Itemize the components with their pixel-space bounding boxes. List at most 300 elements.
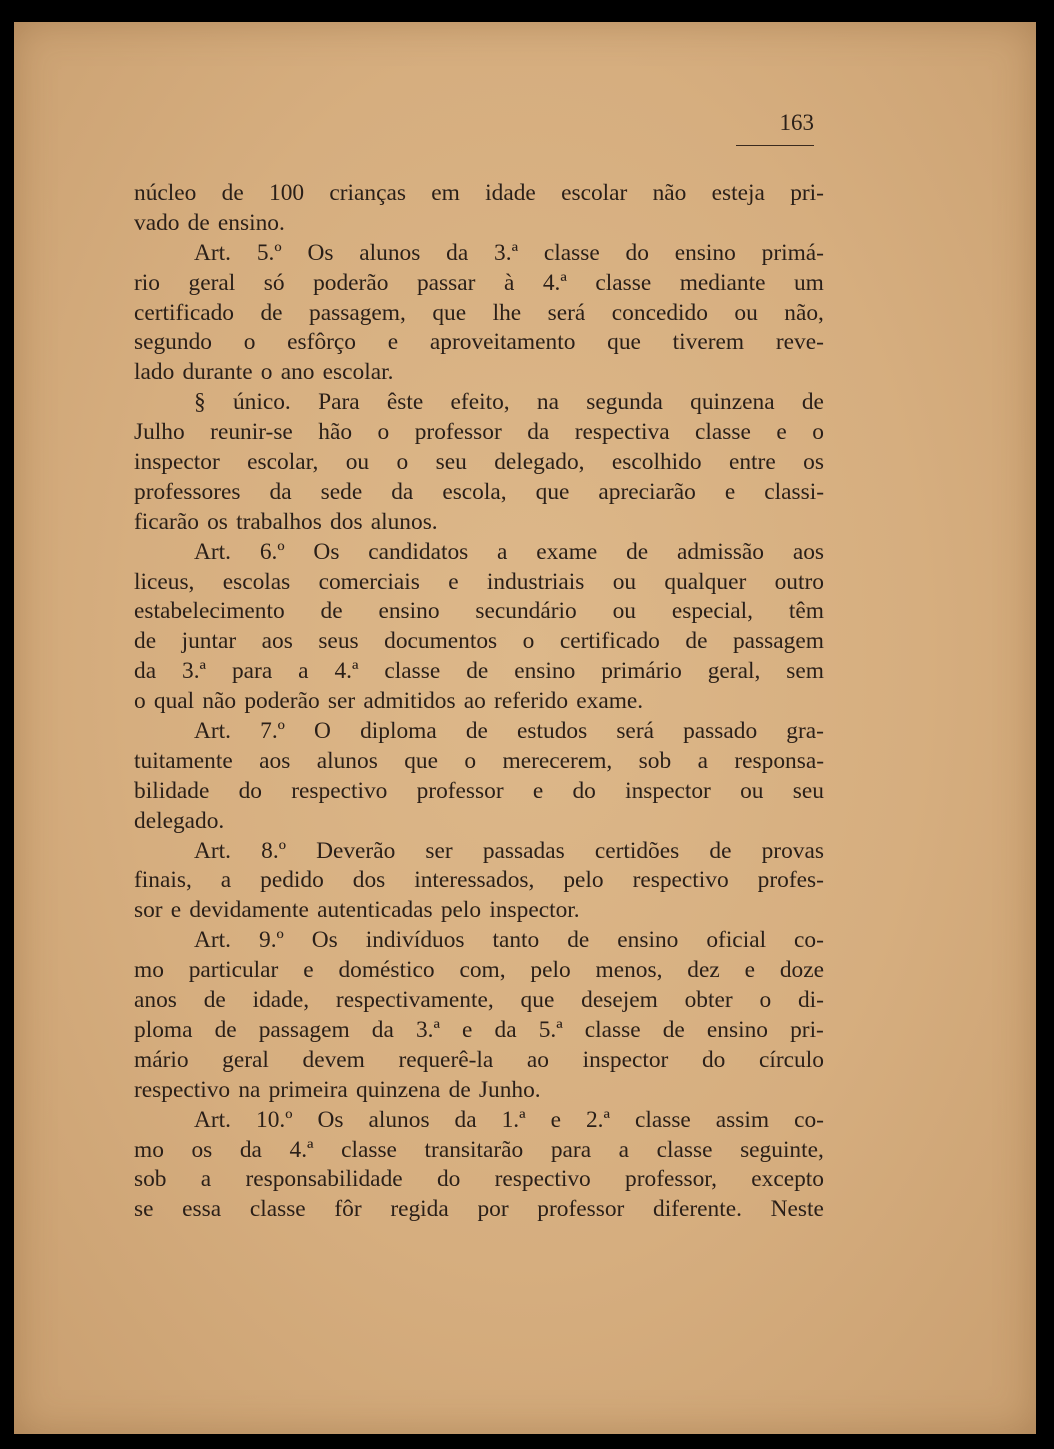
word: a (497, 538, 508, 565)
word: de (466, 658, 489, 685)
word: responsabilidade (245, 1166, 403, 1193)
word: ensino (378, 598, 440, 625)
word: fôr (334, 1196, 362, 1223)
text-line (134, 538, 824, 568)
text-line (134, 388, 824, 418)
word: Os (311, 927, 338, 954)
word: lado (134, 359, 175, 386)
word: ou (734, 299, 758, 326)
word: classe (249, 1196, 306, 1223)
word: têm (788, 598, 824, 625)
word: de (214, 1016, 237, 1043)
word: os (191, 1136, 213, 1163)
word: alunos (359, 239, 421, 266)
word: ou (740, 777, 764, 804)
word: juntar (181, 628, 237, 655)
word: regida (390, 1196, 449, 1223)
word: classe (584, 1016, 641, 1043)
word: inspector (134, 449, 220, 476)
word: poderão (313, 269, 389, 296)
word: Neste (770, 1196, 824, 1223)
word: da (239, 1136, 262, 1163)
word: será (547, 299, 586, 326)
text-line (134, 269, 824, 299)
text-line (134, 657, 824, 687)
word: finais, (134, 867, 192, 894)
word: Junho. (478, 1076, 541, 1103)
word: merecerem, (502, 747, 613, 774)
word: e (170, 897, 182, 924)
word: respectivo (494, 1166, 591, 1193)
word: Os (317, 1106, 344, 1133)
word: da (371, 1016, 394, 1043)
word: profes- (757, 867, 824, 894)
word: sem (786, 658, 824, 685)
word: se (134, 1196, 154, 1223)
word: mo (134, 1136, 164, 1163)
word: de (448, 1076, 471, 1103)
word: ou (612, 598, 636, 625)
word: sob (134, 1166, 167, 1193)
word: do (238, 777, 262, 804)
word: geral, (707, 658, 761, 685)
word: aproveitamento (429, 329, 576, 356)
word: na (238, 1076, 261, 1103)
word: ou (345, 449, 370, 476)
word: ou (612, 568, 637, 595)
text-line (134, 418, 824, 448)
word: menos, (595, 957, 663, 984)
word: secundário (475, 598, 577, 625)
word: interessados, (414, 867, 535, 894)
text-line (134, 837, 824, 867)
word: ensino (514, 658, 576, 685)
word: requerê-la (398, 1046, 494, 1073)
word: escolar. (322, 359, 394, 386)
word: esfôrço (287, 329, 357, 356)
word: passadas (482, 837, 565, 864)
word: de (260, 299, 283, 326)
word: ensino (706, 1016, 768, 1043)
word: classe (341, 1136, 397, 1163)
word: passagem (258, 1016, 350, 1043)
word: classe (634, 1106, 691, 1133)
word: pedido (260, 867, 324, 894)
word: diferente. (653, 1196, 742, 1223)
word: de (187, 209, 210, 236)
word: desejem (581, 987, 658, 1014)
word: 4.ª (334, 658, 359, 685)
word: classe (543, 239, 600, 266)
text-line (134, 328, 824, 358)
word: respectivo (134, 1076, 231, 1103)
text-line (134, 986, 824, 1016)
word: mário (134, 1046, 189, 1073)
word: Art. (194, 718, 232, 745)
word: tuitamente (134, 747, 233, 774)
text-line (134, 1136, 824, 1166)
word: só (263, 269, 285, 296)
word: 5.º (256, 239, 282, 266)
word: autenticadas (317, 897, 433, 924)
word: devem (302, 1046, 365, 1073)
word: idade, (252, 987, 310, 1014)
word: sob (638, 747, 672, 774)
text-line (134, 747, 824, 777)
word: ao (526, 1046, 549, 1073)
text-line (134, 926, 824, 956)
word: 4.ª (542, 269, 567, 296)
text-line (134, 299, 824, 329)
word: entre (728, 449, 776, 476)
word: 7.º (260, 718, 285, 745)
word: ensino. (217, 209, 285, 236)
word: primeira (268, 1076, 348, 1103)
word: não, (784, 299, 824, 326)
word: a (618, 1136, 630, 1163)
word: de (709, 837, 732, 864)
word: Os (307, 239, 334, 266)
word: único. (232, 389, 291, 416)
word: o (759, 987, 772, 1014)
word: por (477, 1196, 509, 1223)
word: 3.ª (494, 239, 519, 266)
word: respectiva (574, 419, 670, 446)
word: reve- (775, 329, 824, 356)
word: a (200, 1166, 212, 1193)
word: o (134, 688, 146, 715)
word: comerciais (318, 568, 420, 595)
word: Os (313, 538, 340, 565)
word: do (625, 239, 649, 266)
word: durante (182, 359, 253, 386)
word: Para (318, 389, 360, 416)
word: bilidade (134, 777, 210, 804)
word: devidamente (189, 897, 309, 924)
word: responsa- (734, 747, 824, 774)
word: professores (134, 478, 241, 505)
text-line (134, 1046, 824, 1076)
word: ficarão (134, 508, 199, 535)
word: que (432, 299, 467, 326)
word: a (220, 867, 232, 894)
word: escolar (561, 180, 628, 206)
word: poderão (244, 688, 320, 715)
word: pelo (440, 897, 482, 924)
word: pri- (790, 180, 824, 206)
word: segundo (134, 329, 212, 356)
text-line (134, 179, 824, 209)
word: dos (352, 867, 386, 894)
word: o (464, 747, 477, 774)
word: em (431, 180, 460, 206)
word: 3.ª (182, 658, 207, 685)
word: 6.º (259, 538, 285, 565)
word: classe (595, 269, 652, 296)
word: oficial (706, 927, 767, 954)
word: de (567, 927, 590, 954)
word: professor (414, 419, 502, 446)
word: classe (384, 658, 441, 685)
word: mediante (679, 269, 766, 296)
word: admitidos (363, 688, 456, 715)
word: particular (188, 957, 279, 984)
word: os (803, 449, 824, 476)
text-line (134, 777, 824, 807)
text-line (134, 209, 824, 239)
word: será (616, 718, 654, 745)
word: ploma (134, 1016, 193, 1043)
word: de (626, 538, 649, 565)
word: de (320, 598, 343, 625)
text-line (134, 358, 824, 388)
word: certificado (559, 628, 660, 655)
word: para (550, 1136, 592, 1163)
body-text (134, 179, 824, 1225)
word: Art. (194, 239, 232, 266)
word: de (465, 718, 488, 745)
text-line (134, 1016, 824, 1046)
text-line (134, 568, 824, 598)
word: seguinte, (740, 1136, 824, 1163)
word: geral (222, 1046, 269, 1073)
word: do (572, 777, 596, 804)
word: certificado (134, 299, 234, 326)
word: e (448, 568, 459, 595)
word: efeito, (450, 389, 510, 416)
word: pelo (563, 867, 604, 894)
word: estabelecimento (134, 598, 285, 625)
word: assim (715, 1106, 770, 1133)
word: inspector (582, 1046, 669, 1073)
word: ensino (617, 927, 679, 954)
word: à (503, 269, 515, 296)
word: de (221, 180, 244, 206)
text-line (134, 866, 824, 896)
word: que (404, 747, 438, 774)
word: tiverem (672, 329, 745, 356)
word: diploma (360, 718, 437, 745)
word: professor (537, 1196, 625, 1223)
word: alunos (368, 1106, 430, 1133)
word: para (231, 658, 273, 685)
word: alunos. (370, 508, 438, 535)
word: o (243, 329, 256, 356)
word: 5.ª (538, 1016, 563, 1043)
word: passado (683, 718, 758, 745)
text-line (134, 1165, 824, 1195)
text-line (134, 717, 824, 747)
word: 1.ª (501, 1106, 526, 1133)
word: admissão (676, 538, 765, 565)
word: e (462, 1016, 473, 1043)
word: da (527, 419, 550, 446)
word: um (793, 269, 824, 296)
word: pelo (530, 957, 571, 984)
word: rio (134, 269, 160, 296)
word: obter (684, 987, 733, 1014)
word: O (314, 718, 331, 745)
word: de (685, 628, 708, 655)
document-page (14, 22, 1036, 1434)
word: escolhido (611, 449, 702, 476)
text-line (134, 478, 824, 508)
word: e (303, 957, 314, 984)
text-line (134, 597, 824, 627)
word: delegado. (134, 807, 225, 834)
word: professor, (625, 1166, 717, 1193)
word: Art. (194, 837, 232, 864)
word: trabalhos (236, 508, 322, 535)
word: da (446, 239, 469, 266)
word: liceus, (134, 568, 195, 595)
word: idade (485, 180, 536, 206)
word: da (269, 478, 292, 505)
word: co- (794, 1106, 824, 1133)
word: vado (134, 209, 180, 236)
word: especial, (671, 598, 754, 625)
text-line (134, 448, 824, 478)
word: reunir-se (210, 419, 293, 446)
word: pri- (790, 1016, 824, 1043)
word: da (134, 658, 157, 685)
word: segunda (586, 389, 663, 416)
word: ser (425, 837, 453, 864)
word: quinzena (356, 1076, 441, 1103)
word: indivíduos (365, 927, 465, 954)
word: da (454, 1106, 477, 1133)
word: Deverão (316, 837, 396, 864)
word: da (391, 478, 414, 505)
page-number-rule (736, 145, 814, 146)
text-line (134, 239, 824, 269)
word: a (298, 658, 309, 685)
word: essa (182, 1196, 222, 1223)
word: exame. (576, 688, 644, 715)
word: com, (459, 957, 506, 984)
word: mo (134, 957, 164, 984)
word: respectivo (632, 867, 729, 894)
word: anos (134, 987, 177, 1014)
word: da (494, 1016, 517, 1043)
word: Julho (134, 419, 185, 446)
word: e (550, 1106, 561, 1133)
word: qual (153, 688, 195, 715)
word: os (207, 508, 228, 535)
word: inspector (625, 777, 711, 804)
text-line (134, 1076, 824, 1106)
word: aos (259, 747, 291, 774)
word: seus (318, 628, 359, 655)
word: 4.ª (289, 1136, 314, 1163)
word: 8.º (261, 837, 286, 864)
word: e (744, 957, 755, 984)
word: que (607, 329, 641, 356)
word: núcleo (134, 180, 197, 206)
word: de (662, 1016, 685, 1043)
word: doze (779, 957, 824, 984)
word: escolar, (247, 449, 319, 476)
word: transitarão (424, 1136, 524, 1163)
word: escolas (222, 568, 291, 595)
word: e (776, 419, 787, 446)
word: aos (261, 628, 293, 655)
word: 3.ª (415, 1016, 440, 1043)
word: estudos (517, 718, 588, 745)
word: doméstico (338, 957, 435, 984)
word: geral (188, 269, 236, 296)
word: excepto (751, 1166, 824, 1193)
word: e (532, 777, 544, 804)
word: lhe (492, 299, 522, 326)
word: exame (536, 538, 598, 565)
word: respectivamente, (335, 987, 494, 1014)
text-line (134, 956, 824, 986)
word: inspector. (489, 897, 580, 924)
word: § (194, 389, 206, 416)
word: o (812, 419, 824, 446)
word: quinzena (690, 389, 775, 416)
word: apreciarão (598, 478, 696, 505)
word: classe (656, 1136, 713, 1163)
word: que (535, 478, 570, 505)
word: êste (386, 389, 424, 416)
word: gra- (786, 718, 824, 745)
word: círculo (758, 1046, 824, 1073)
word: aos (792, 538, 824, 565)
word: delegado, (494, 449, 585, 476)
word: candidatos (368, 538, 469, 565)
word: e (387, 329, 399, 356)
text-line (134, 896, 824, 926)
word: do (436, 1166, 461, 1193)
word: passagem (732, 628, 824, 655)
word: di- (797, 987, 824, 1014)
word: respectivo (291, 777, 388, 804)
word: sede (320, 478, 363, 505)
word: que (520, 987, 555, 1014)
word: de (801, 389, 824, 416)
word: de (134, 628, 157, 655)
word: seu (792, 777, 824, 804)
word: a (697, 747, 708, 774)
word: 10.º (256, 1106, 293, 1133)
word: e (724, 478, 736, 505)
word: seu (435, 449, 467, 476)
word: Art. (194, 1106, 232, 1133)
word: tanto (492, 927, 540, 954)
word: ser (327, 688, 356, 715)
word: sor (134, 897, 163, 924)
word: o (260, 359, 273, 386)
word: qualquer (664, 568, 747, 595)
text-line (134, 627, 824, 657)
word: dos (330, 508, 363, 535)
word: hão (318, 419, 353, 446)
word: provas (761, 837, 824, 864)
word: primário (601, 658, 682, 685)
word: o (396, 449, 409, 476)
word: alunos (316, 747, 378, 774)
word: ano (280, 359, 315, 386)
word: concedido (611, 299, 708, 326)
word: esteja (711, 180, 765, 206)
word: certidões (594, 837, 680, 864)
word: escola, (442, 478, 507, 505)
word: dez (687, 957, 720, 984)
page-number: 163 (779, 110, 814, 135)
text-line (134, 807, 824, 837)
